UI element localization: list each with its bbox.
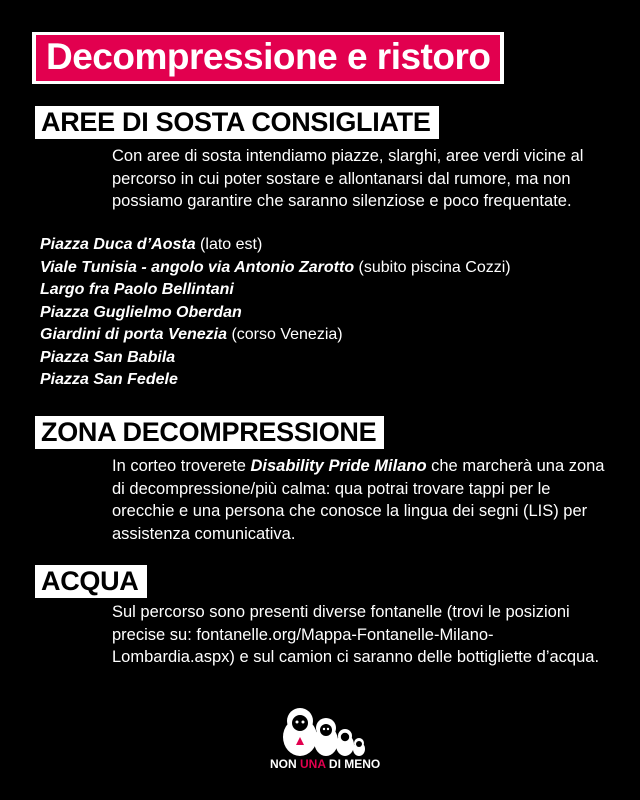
page-title: Decompressione e ristoro — [36, 35, 500, 81]
section-heading-zona-decompressione: ZONA DECOMPRESSIONE — [35, 416, 384, 449]
section-paragraph-zona-decompressione: In corteo troverete Disability Pride Milano che marcherà una zona di decompressione/più calma: qua potrai trovare tappi per le orecchie e una persona che conosce la lingua dei segni (LIS) per assistenza comunicativa. — [112, 457, 605, 543]
list-item: Piazza San Babila — [40, 348, 176, 366]
places-list — [40, 234, 620, 392]
list-item: Piazza Duca d’Aosta (lato est) — [40, 236, 263, 253]
logo-wordmark: NON UNA DI MENO — [270, 757, 381, 771]
list-item: Piazza Guglielmo Oberdan — [40, 303, 242, 321]
non-una-di-meno-logo — [270, 705, 381, 775]
list-item: Giardini di porta Venezia (corso Venezia) — [40, 326, 343, 343]
list-item: Largo fra Paolo Bellintani — [40, 281, 234, 298]
list-item: Viale Tunisia - angolo via Antonio Zarotto (subito piscina Cozzi) — [40, 258, 511, 276]
section-paragraph-aree-sosta: Con aree di sosta intendiamo piazze, slarghi, aree verdi vicine al percorso in cui poter sostare e allontanarsi dal rumore, ma non possiamo garantire che saranno silenziose e poco frequentate. — [112, 147, 584, 210]
section-paragraph-acqua: Sul percorso sono presenti diverse fontanelle (trovi le posizioni precise su: fontanelle.org/Mappa-Fontanelle-Milano-Lombardia.aspx) e sul camion ci saranno delle bottigliette d’acqua. — [112, 603, 600, 666]
section-heading-aree-sosta: AREE DI SOSTA CONSIGLIATE — [35, 106, 439, 139]
list-item: Piazza San Fedele — [40, 371, 178, 388]
matryoshka-dolls-icon — [270, 705, 374, 757]
title-banner — [32, 32, 504, 84]
section-heading-acqua: ACQUA — [35, 565, 147, 598]
